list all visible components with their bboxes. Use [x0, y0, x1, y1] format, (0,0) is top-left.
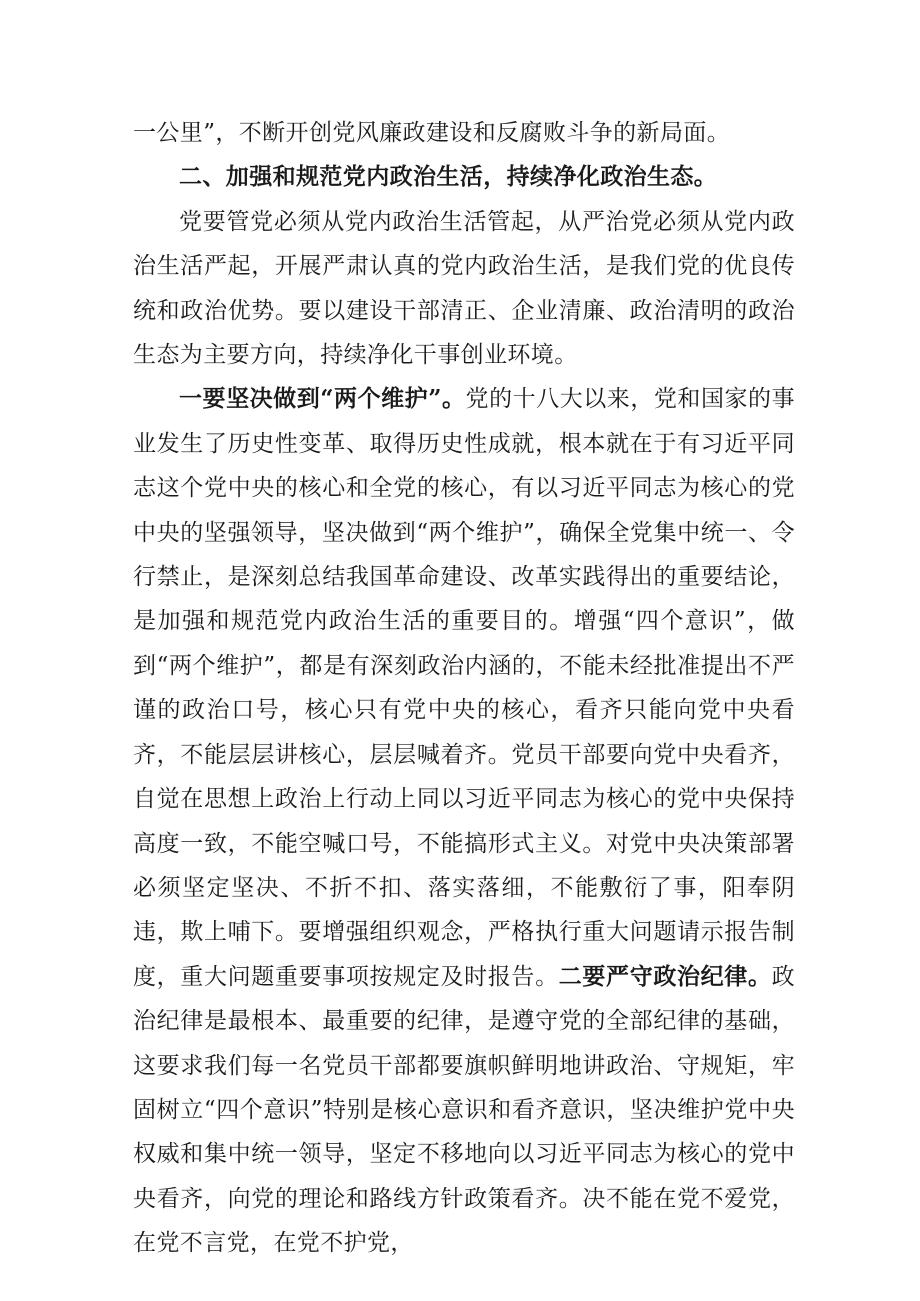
paragraph-text: 一公里”，不断开创党风廉政建设和反腐败斗争的新局面。: [133, 120, 731, 146]
section-heading: [133, 155, 795, 199]
paragraph-main: [133, 377, 795, 1265]
section-heading-text: 二、加强和规范党内政治生活，持续净化政治生态。: [179, 163, 718, 191]
lead-sentence-first: 一要坚决做到“两个维护”。: [179, 385, 466, 413]
document-body: [133, 111, 795, 1266]
paragraph-text: 党的十八大以来，党和国家的事业发生了历史性变革、取得历史性成就，根本就在于有习近平同志这个党中央的核心和全党的核心，有以习近平同志为核心的党中央的坚强领导，坚决做到“两个维护”，确保全党集中统一、令行禁止，是深刻总结我国革命建设、改革实践得出的重要结论，是加强和规范党内政治生活的重要目的。增强“四个意识”，做到“两个维护”，都是有深刻政治内涵的，不能未经批准提出不严谨的政治口号，核心只有党中央的核心，看齐只能向党中央看齐，不能层层讲核心，层层喊着齐。党员干部要向党中央看齐，自觉在思想上政治上行动上同以习近平同志为核心的党中央保持高度一致，不能空喊口号，不能搞形式主义。对党中央决策部署必须坚定坚决、不折不扣、落实落细，不能敷衍了事，阳奉阴违，欺上哺下。要增强组织观念，严格执行重大问题请示报告制度，重大问题重要事项按规定及时报告。: [133, 386, 795, 990]
paragraph-intro: [133, 200, 795, 378]
lead-sentence-second: 二要严守政治纪律。: [558, 962, 772, 990]
paragraph-continuation: [133, 111, 795, 155]
paragraph-text-continued: 政治纪律是最根本、最重要的纪律，是遵守党的全部纪律的基础，这要求我们每一名党员干部都要旗帜鲜明地讲政治、守规矩，牢固树立“四个意识”特别是核心意识和看齐意识，坚决维护党中央权威和集中统一领导，坚定不移地向以习近平同志为核心的党中央看齐，向党的理论和路线方针政策看齐。决不能在党不爱党，在党不言党，在党不护党，: [133, 963, 796, 1257]
paragraph-text: 党要管党必须从党内政治生活管起，从严治党必须从党内政治生活严起，开展严肃认真的党内政治生活，是我们党的优良传统和政治优势。要以建设干部清正、企业清廉、政治清明的政治生态为主要方向，持续净化干事创业环境。: [133, 208, 795, 369]
